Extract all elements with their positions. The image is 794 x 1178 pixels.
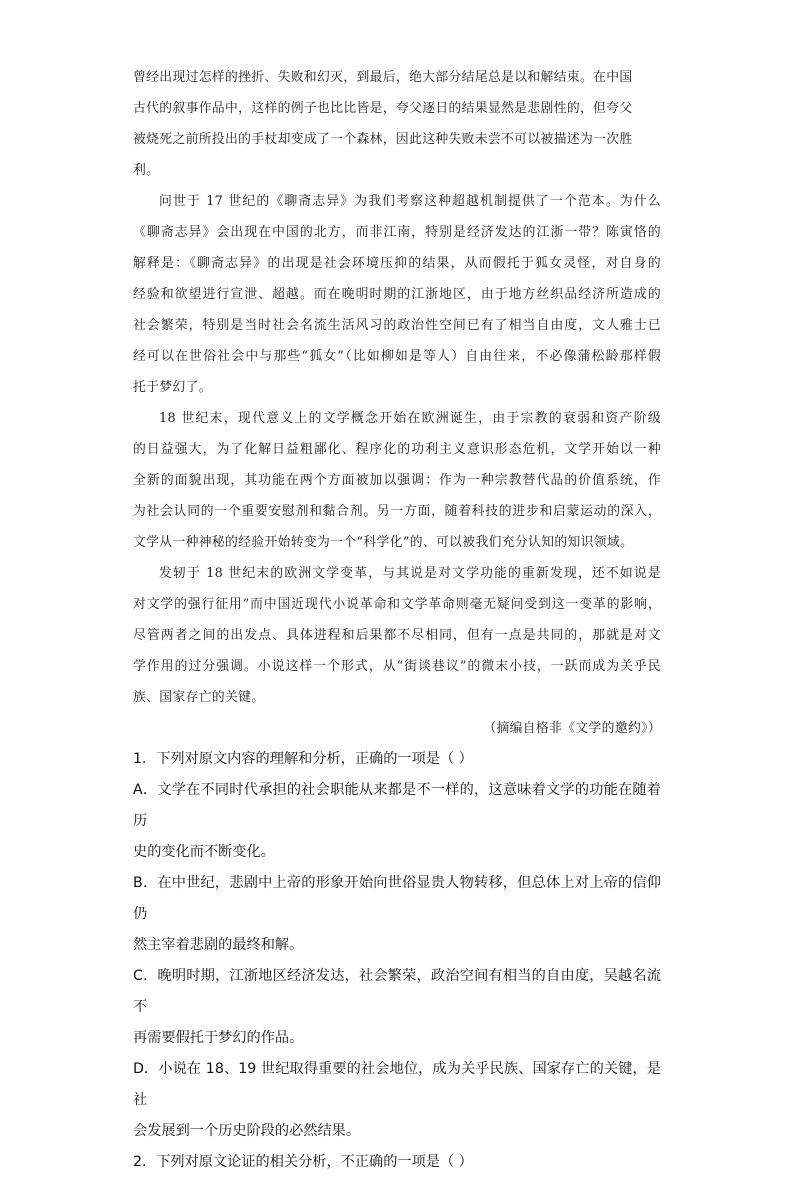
question-1-option-a[interactable]: [133, 775, 661, 868]
passage-paragraph-2: [133, 186, 661, 403]
question-2-stem: 2．下列对原文论证的相关分析，不正确的一项是（ ）: [133, 1154, 473, 1170]
passage-source: （摘编自格非《文学的邀约》）: [483, 721, 661, 736]
passage-line: 的日益强大，为了化解日益粗鄙化、程序化的功利主义意识形态危机，文学开始以一种: [133, 442, 661, 457]
passage-line: 《聊斋志异》会出现在中国的北方，而非江南，特别是经济发达的江浙一带？陈寅恪的: [133, 225, 661, 240]
option-line: A．文学在不同时代承担的社会职能从来都是不一样的，这意味着文学的功能在随着历: [133, 782, 661, 829]
question-1-option-c[interactable]: [133, 961, 661, 1054]
passage-line: 古代的叙事作品中，这样的例子也比比皆是，夸父逐日的结果显然是悲剧性的，但夸父: [133, 101, 633, 116]
passage-line: 学作用的过分强调。小说这样一个形式，从“街谈巷议”的微末小技，一跃而成为关乎民: [133, 659, 661, 674]
passage-line: 托于梦幻了。: [133, 380, 212, 395]
option-line: D．小说在 18、19 世纪取得重要的社会地位，成为关乎民族、国家存亡的关键，是社: [133, 1061, 661, 1108]
passage-line: 曾经出现过怎样的挫折、失败和幻灭，到最后，绝大部分结尾总是以和解结束。在中国: [133, 70, 633, 85]
question-1-option-b[interactable]: [133, 868, 661, 961]
passage-paragraph-1: [133, 62, 661, 186]
passage-line: 发轫于 18 世纪末的欧洲文学变革，与其说是对文学功能的重新发现，还不如说是: [159, 566, 661, 581]
passage-line: 全新的面貌出现，其功能在两个方面被加以强调：作为一种宗教替代品的价值系统，作: [133, 473, 661, 488]
passage-line: 解释是：《聊斋志异》的出现是社会环境压抑的结果，从而假托于狐女灵怪，对自身的: [133, 256, 661, 271]
passage: [133, 62, 661, 744]
option-line: C．晚明时期，江浙地区经济发达，社会繁荣，政治空间有相当的自由度，吴越名流不: [133, 968, 661, 1015]
option-line: 然主宰着悲剧的最终和解。: [133, 937, 304, 953]
passage-paragraph-4: [133, 558, 661, 713]
questions: [133, 744, 661, 1178]
passage-paragraph-3: [133, 403, 661, 558]
passage-line: 18 世纪末，现代意义上的文学概念开始在欧洲诞生，由于宗教的衰弱和资产阶级: [159, 411, 661, 426]
passage-line: 对文学的强行征用”而中国近现代小说革命和文学革命则毫无疑问受到这一变革的影响，: [133, 597, 661, 612]
document-content: [133, 62, 661, 1178]
option-line: B．在中世纪，悲剧中上帝的形象开始向世俗显贵人物转移，但总体上对上帝的信仰仍: [133, 875, 661, 922]
passage-line: 文学从一种神秘的经验开始转变为一个“科学化”的、可以被我们充分认知的知识领域。: [133, 535, 634, 550]
passage-line: 经验和欲望进行宣泄、超越。而在晚明时期的江浙地区，由于地方丝织品经济所造成的: [133, 287, 661, 302]
passage-line: 社会繁荣，特别是当时社会名流生活风习的政治性空间已有了相当自由度，文人雅士已: [133, 318, 661, 333]
passage-line: 利。: [133, 163, 160, 178]
option-line: 会发展到一个历史阶段的必然结果。: [133, 1123, 361, 1139]
passage-line: 族、国家存亡的关键。: [133, 690, 265, 705]
question-1-stem: 1．下列对原文内容的理解和分析，正确的一项是（ ）: [133, 751, 473, 767]
option-line: 史的变化而不断变化。: [133, 844, 275, 860]
question-1-option-d[interactable]: [133, 1054, 661, 1147]
passage-line: 被烧死之前所投出的手杖却变成了一个森林，因此这种失败未尝不可以被描述为一次胜: [133, 132, 633, 147]
passage-line: 问世于 17 世纪的《聊斋志异》为我们考察这种超越机制提供了一个范本。为什么: [159, 194, 661, 209]
option-line: 再需要假托于梦幻的作品。: [133, 1030, 304, 1046]
passage-line: 尽管两者之间的出发点、具体进程和后果都不尽相同，但有一点是共同的，那就是对文: [133, 628, 661, 643]
passage-line: 为社会认同的一个重要安慰剂和黏合剂。另一方面，随着科技的进步和启蒙运动的深入，: [133, 504, 661, 519]
passage-line: 经可以在世俗社会中与那些“狐女”（比如柳如是等人）自由往来，不必像蒲松龄那样假: [133, 349, 661, 364]
